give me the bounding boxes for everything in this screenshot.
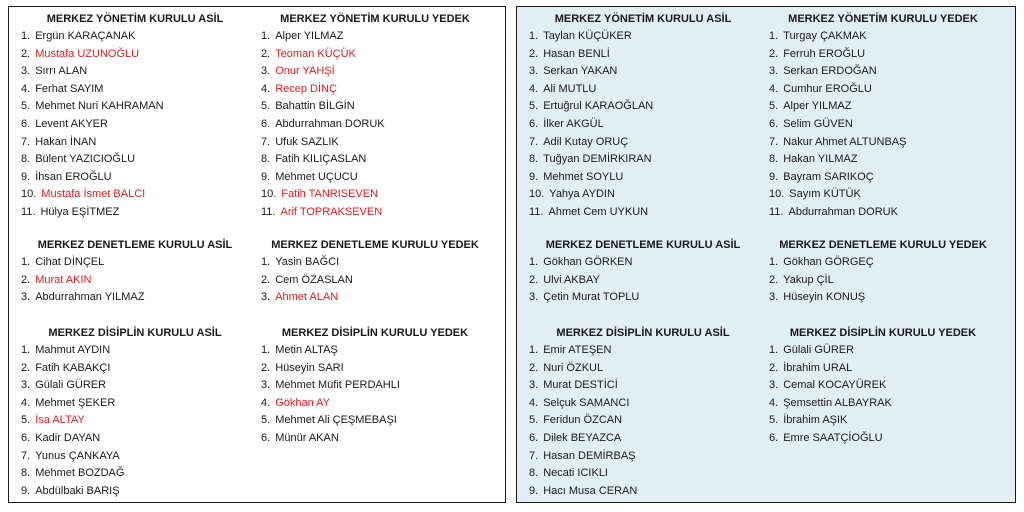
member-list [15, 254, 255, 307]
section-title: MERKEZ DENETLEME KURULU YEDEK [779, 239, 987, 251]
member-number: 8. [21, 467, 31, 480]
member-list [15, 28, 255, 222]
section-title: MERKEZ DİSİPLİN KURULU YEDEK [281, 327, 469, 339]
member-item [769, 134, 1003, 152]
member-number: 11. [261, 205, 276, 218]
member-name: Necati ICIKLI [543, 467, 608, 480]
member-item [529, 465, 763, 483]
member-item [261, 342, 495, 360]
member-name: Bahattin BİLGİN [275, 100, 355, 113]
member-item [261, 63, 495, 81]
member-number: 9. [529, 170, 539, 183]
member-item [21, 448, 255, 466]
member-list [523, 342, 763, 500]
member-number: 4. [529, 396, 539, 409]
member-number: 3. [529, 291, 539, 304]
committee-section [523, 237, 763, 307]
member-number: 5. [769, 414, 779, 427]
member-number: 4. [261, 82, 271, 95]
member-item [769, 395, 1003, 413]
member-item [529, 46, 763, 64]
section-title: MERKEZ DENETLEME KURULU ASİL [545, 239, 741, 251]
member-number: 1. [21, 344, 31, 356]
member-number: 8. [529, 467, 539, 480]
member-item [261, 412, 495, 430]
member-name: Fatih KABAKÇI [35, 361, 111, 374]
member-item [21, 483, 255, 501]
section-title: MERKEZ DENETLEME KURULU ASİL [37, 239, 233, 251]
member-name: Yunus ÇANKAYA [35, 449, 120, 462]
member-number: 8. [261, 153, 271, 166]
member-name: Yahya AYDIN [549, 188, 615, 201]
member-number: 4. [21, 82, 31, 95]
member-number: 3. [769, 65, 779, 78]
member-list [763, 28, 1003, 222]
member-item [529, 448, 763, 466]
member-name: Ufuk SAZLIK [275, 135, 339, 148]
member-number: 11. [529, 205, 544, 218]
member-item [21, 134, 255, 152]
member-item [21, 412, 255, 430]
member-name: Hakan YILMAZ [783, 153, 858, 166]
member-name: Ferhat SAYIM [35, 82, 104, 95]
member-item [529, 28, 763, 46]
member-name: Ergün KARAÇANAK [35, 30, 136, 42]
member-item [769, 46, 1003, 64]
member-number: 8. [21, 153, 31, 166]
member-number: 2. [261, 47, 271, 60]
member-name: Hasan BENLİ [543, 47, 610, 60]
member-name: Emre SAATÇİOĞLU [783, 431, 883, 444]
member-item [21, 98, 255, 116]
member-name: Murat DESTİCİ [543, 379, 618, 392]
member-item [21, 169, 255, 187]
committee-section [763, 237, 1003, 307]
member-item [21, 342, 255, 360]
member-number: 3. [769, 379, 779, 392]
member-name: Cemal KOCAYÜREK [783, 379, 887, 392]
member-name: Abdurrahman DORUK [788, 205, 898, 218]
committee-section [523, 325, 763, 500]
member-name: Nakur Ahmet ALTUNBAŞ [783, 135, 907, 148]
member-number: 1. [769, 344, 779, 356]
member-number: 6. [21, 117, 31, 130]
member-name: Mehmet Nuri KAHRAMAN [35, 100, 164, 113]
member-name: İlker AKGÜL [543, 117, 604, 130]
committee-section [763, 11, 1003, 222]
member-item [529, 254, 763, 272]
member-name: Selim GÜVEN [783, 117, 853, 130]
member-name: Sırrı ALAN [35, 65, 88, 78]
member-number: 5. [21, 100, 31, 113]
member-name: Cem ÖZASLAN [275, 273, 353, 286]
member-item [21, 430, 255, 448]
member-name: Mehmet SOYLU [543, 170, 624, 183]
member-name: Teoman KÜÇÜK [275, 47, 356, 60]
member-number: 1. [529, 256, 539, 268]
member-number: 9. [529, 484, 539, 497]
member-item [261, 169, 495, 187]
section-title: MERKEZ YÖNETİM KURULU YEDEK [280, 13, 470, 25]
member-name: Hüseyin KONUŞ [783, 291, 866, 304]
member-item [261, 116, 495, 134]
member-number: 5. [529, 100, 539, 113]
member-number: 1. [261, 344, 271, 356]
member-item [261, 204, 495, 222]
member-name: Serkan YAKAN [543, 65, 618, 78]
member-name: Hacı Musa CERAN [543, 484, 638, 497]
member-name: Mehmet Ali ÇEŞMEBAŞI [275, 414, 397, 427]
member-name: Selçuk SAMANCI [543, 396, 630, 409]
section-title: MERKEZ YÖNETİM KURULU ASİL [554, 13, 732, 25]
member-name: Alper YILMAZ [783, 100, 852, 113]
member-item [769, 116, 1003, 134]
member-name: Murat AKIN [35, 273, 92, 286]
member-number: 2. [21, 273, 31, 286]
member-item [261, 81, 495, 99]
member-item [21, 360, 255, 378]
member-item [529, 289, 763, 307]
member-number: 2. [529, 273, 539, 286]
member-name: Alper YILMAZ [275, 30, 344, 42]
member-number: 4. [529, 82, 539, 95]
member-item [21, 395, 255, 413]
member-number: 2. [529, 361, 539, 374]
member-name: Yakup ÇİL [783, 273, 834, 286]
member-number: 10. [529, 188, 545, 201]
member-number: 11. [21, 205, 36, 218]
member-number: 2. [529, 47, 539, 60]
member-number: 7. [21, 449, 31, 462]
member-name: Ali MUTLU [543, 82, 597, 95]
section-title: MERKEZ YÖNETİM KURULU YEDEK [788, 13, 978, 25]
member-number: 7. [769, 135, 779, 148]
member-number: 3. [529, 65, 539, 78]
member-number: 4. [21, 396, 31, 409]
member-name: Şemsettin ALBAYRAK [783, 396, 892, 409]
committee-section [15, 237, 255, 307]
member-item [261, 360, 495, 378]
member-name: Mehmet BOZDAĞ [35, 467, 125, 480]
member-item [21, 116, 255, 134]
member-name: Ertuğrul KARAOĞLAN [543, 100, 654, 113]
member-item [261, 151, 495, 169]
member-item [261, 254, 495, 272]
member-number: 3. [769, 291, 779, 304]
member-name: Münür AKAN [275, 431, 339, 444]
member-item [529, 483, 763, 501]
member-name: Tuğyan DEMİRKIRAN [543, 153, 652, 166]
member-number: 2. [261, 361, 271, 374]
member-name: Ahmet ALAN [275, 291, 339, 304]
member-item [769, 81, 1003, 99]
member-name: Turgay ÇAKMAK [783, 30, 867, 42]
member-item [261, 430, 495, 448]
member-item [769, 430, 1003, 448]
committee-section [255, 11, 495, 222]
member-item [529, 134, 763, 152]
member-number: 6. [21, 431, 31, 444]
member-item [769, 186, 1003, 204]
member-number: 8. [529, 153, 539, 166]
member-item [21, 254, 255, 272]
member-item [21, 63, 255, 81]
member-item [769, 342, 1003, 360]
member-name: Recep DİNÇ [275, 82, 337, 95]
member-name: Gökhan AY [275, 396, 331, 409]
member-number: 2. [769, 47, 779, 60]
member-number: 8. [769, 153, 779, 166]
member-item [529, 186, 763, 204]
member-item [21, 28, 255, 46]
member-name: Cumhur EROĞLU [783, 82, 872, 95]
member-number: 10. [769, 188, 785, 201]
member-item [261, 377, 495, 395]
member-name: Mustafa UZUNOĞLU [35, 47, 140, 60]
member-item [21, 204, 255, 222]
member-number: 10. [261, 188, 277, 201]
member-name: Yasin BAĞCI [275, 256, 340, 268]
member-item [21, 272, 255, 290]
member-name: Serkan ERDOĞAN [783, 65, 877, 78]
member-item [769, 63, 1003, 81]
member-item [529, 395, 763, 413]
member-number: 3. [21, 291, 31, 304]
member-item [529, 98, 763, 116]
member-name: Dilek BEYAZCA [543, 431, 622, 444]
member-item [21, 289, 255, 307]
member-number: 7. [21, 135, 31, 148]
member-item [769, 28, 1003, 46]
member-item [261, 28, 495, 46]
member-name: Bayram SARIKOÇ [783, 170, 874, 183]
member-number: 2. [21, 361, 31, 374]
member-name: Hasan DEMİRBAŞ [543, 449, 636, 462]
member-item [261, 186, 495, 204]
member-item [769, 169, 1003, 187]
member-number: 3. [261, 65, 271, 78]
member-name: İsa ALTAY [35, 414, 85, 427]
member-item [769, 254, 1003, 272]
section-title: MERKEZ DİSİPLİN KURULU ASİL [48, 327, 222, 339]
member-name: Emir ATEŞEN [543, 344, 612, 356]
member-item [21, 186, 255, 204]
member-name: Arif TOPRAKSEVEN [280, 205, 383, 218]
member-number: 3. [529, 379, 539, 392]
member-name: Taylan KÜÇÜKER [543, 30, 632, 42]
section-title: MERKEZ DİSİPLİN KURULU YEDEK [789, 327, 977, 339]
member-number: 1. [769, 30, 779, 42]
member-number: 4. [769, 396, 779, 409]
member-number: 1. [261, 256, 271, 268]
member-name: İhsan EROĞLU [35, 170, 112, 183]
member-number: 6. [769, 117, 779, 130]
member-number: 9. [21, 484, 31, 497]
committee-section [15, 325, 255, 500]
member-item [529, 342, 763, 360]
member-name: Abdurrahman DORUK [275, 117, 385, 130]
member-number: 2. [769, 273, 779, 286]
member-number: 1. [529, 344, 539, 356]
member-name: Fatih KILIÇASLAN [275, 153, 367, 166]
member-number: 6. [529, 431, 539, 444]
member-item [21, 151, 255, 169]
member-list [255, 342, 495, 448]
member-number: 3. [21, 379, 31, 392]
member-item [261, 272, 495, 290]
member-list [255, 28, 495, 222]
member-item [261, 289, 495, 307]
member-item [529, 151, 763, 169]
member-list [523, 254, 763, 307]
member-item [261, 134, 495, 152]
member-name: Abdülbaki BARIŞ [35, 484, 120, 497]
member-item [769, 98, 1003, 116]
member-number: 5. [529, 414, 539, 427]
member-item [21, 81, 255, 99]
member-list [255, 254, 495, 307]
member-name: Mehmet ŞEKER [35, 396, 116, 409]
member-name: Cihat DİNÇEL [35, 256, 105, 268]
member-item [769, 412, 1003, 430]
member-name: Gülali GÜRER [35, 379, 107, 392]
member-item [529, 412, 763, 430]
section-title: MERKEZ DENETLEME KURULU YEDEK [271, 239, 479, 251]
member-item [769, 377, 1003, 395]
committee-section [255, 325, 495, 448]
member-number: 6. [529, 117, 539, 130]
member-name: Fatih TANRISEVEN [281, 188, 379, 201]
member-number: 4. [261, 396, 271, 409]
member-item [529, 360, 763, 378]
member-name: Hüseyin SARI [275, 361, 344, 374]
committee-section [255, 237, 495, 307]
member-name: Levent AKYER [35, 117, 108, 130]
member-name: Mahmut AYDIN [35, 344, 111, 356]
member-name: Onur YAHŞİ [275, 65, 335, 78]
member-name: Nuri ÖZKUL [543, 361, 604, 374]
section-title: MERKEZ DİSİPLİN KURULU ASİL [556, 327, 730, 339]
member-item [769, 272, 1003, 290]
member-number: 2. [21, 47, 31, 60]
member-name: Abdurrahman YILMAZ [35, 291, 145, 304]
member-number: 1. [21, 256, 31, 268]
member-item [529, 169, 763, 187]
member-name: Adil Kutay ORUÇ [543, 135, 629, 148]
member-name: Ulvi AKBAY [543, 273, 600, 286]
member-list [763, 342, 1003, 448]
member-item [529, 63, 763, 81]
member-name: Kadir DAYAN [35, 431, 101, 444]
member-number: 7. [261, 135, 271, 148]
member-number: 9. [769, 170, 779, 183]
member-name: İbrahim URAL [783, 361, 853, 374]
member-number: 6. [261, 431, 271, 444]
member-list [763, 254, 1003, 307]
member-number: 6. [261, 117, 271, 130]
member-item [261, 98, 495, 116]
member-name: Gökhan GÖRGEÇ [783, 256, 874, 268]
member-item [529, 272, 763, 290]
member-name: Mustafa İsmet BALCI [41, 188, 146, 201]
member-item [769, 289, 1003, 307]
member-number: 3. [21, 65, 31, 78]
member-item [261, 395, 495, 413]
member-list [523, 28, 763, 222]
member-number: 7. [529, 135, 539, 148]
member-item [769, 151, 1003, 169]
member-number: 7. [529, 449, 539, 462]
member-item [21, 46, 255, 64]
member-number: 1. [529, 30, 539, 42]
member-name: Bülent YAZICIOĞLU [35, 153, 136, 166]
member-number: 5. [261, 414, 271, 427]
member-number: 5. [769, 100, 779, 113]
member-name: Mehmet UÇUCU [275, 170, 358, 183]
left-panel [8, 6, 506, 503]
member-item [529, 116, 763, 134]
member-number: 6. [769, 431, 779, 444]
member-number: 1. [769, 256, 779, 268]
committee-section [15, 11, 255, 222]
member-item [769, 204, 1003, 222]
member-item [529, 204, 763, 222]
member-number: 5. [21, 414, 31, 427]
member-number: 11. [769, 205, 784, 218]
member-number: 3. [261, 379, 271, 392]
member-number: 2. [769, 361, 779, 374]
member-number: 5. [261, 100, 271, 113]
committee-section [523, 11, 763, 222]
member-item [529, 377, 763, 395]
section-title: MERKEZ YÖNETİM KURULU ASİL [46, 13, 224, 25]
member-name: Feridun ÖZCAN [543, 414, 623, 427]
member-number: 10. [21, 188, 37, 201]
member-name: Sayım KÜTÜK [789, 188, 861, 201]
member-number: 1. [261, 30, 271, 42]
member-number: 2. [261, 273, 271, 286]
member-name: Hakan İNAN [35, 135, 97, 148]
member-number: 3. [261, 291, 271, 304]
member-item [261, 46, 495, 64]
member-list [15, 342, 255, 500]
member-name: Mehmet Müfit PERDAHLI [275, 379, 400, 392]
member-name: Metin ALTAŞ [275, 344, 338, 356]
member-item [21, 465, 255, 483]
member-name: Gökhan GÖRKEN [543, 256, 633, 268]
right-panel [516, 6, 1016, 503]
member-item [21, 377, 255, 395]
member-number: 9. [21, 170, 31, 183]
member-name: Hülya EŞİTMEZ [40, 205, 120, 218]
member-number: 9. [261, 170, 271, 183]
member-name: İbrahim AŞIK [783, 414, 848, 427]
member-number: 1. [21, 30, 31, 42]
member-item [529, 430, 763, 448]
member-name: Ferruh EROĞLU [783, 47, 866, 60]
member-name: Gülali GÜRER [783, 344, 855, 356]
member-item [769, 360, 1003, 378]
member-number: 4. [769, 82, 779, 95]
member-item [529, 81, 763, 99]
member-name: Ahmet Cem UYKUN [548, 205, 649, 218]
committee-section [763, 325, 1003, 448]
member-name: Çetin Murat TOPLU [543, 291, 640, 304]
